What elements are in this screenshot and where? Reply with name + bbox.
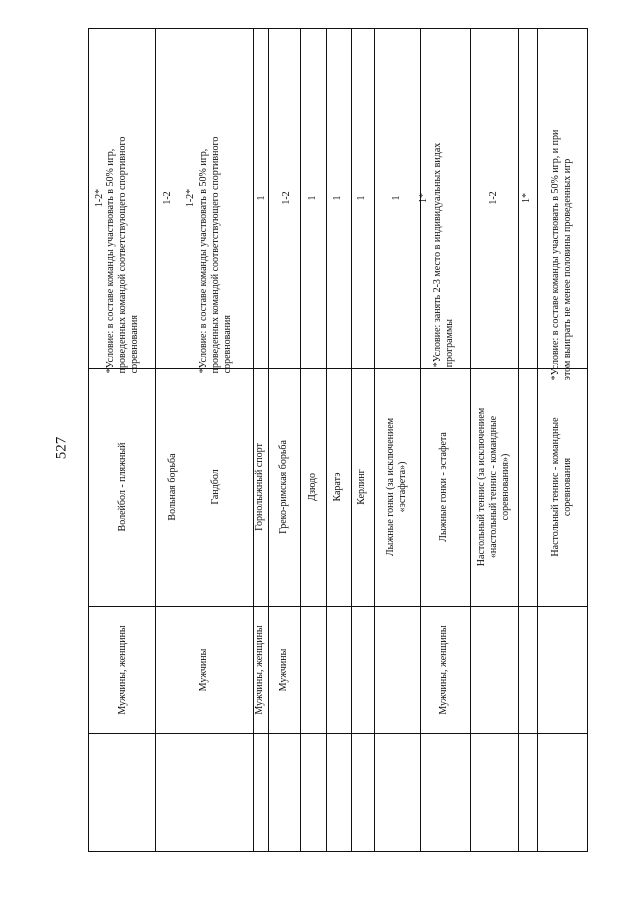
page-number: 527	[53, 436, 70, 460]
sport-name: Волейбол - пляжный	[117, 442, 128, 532]
place-value: 1	[256, 195, 267, 201]
sport-name: Горнолыжный спорт	[254, 443, 265, 531]
group-label: Мужчины, женщины	[254, 625, 265, 715]
condition-note: *Условие: в составе команды участвовать в 50% игр, и при этом выиграть не менее половины проведенных игр	[550, 129, 573, 381]
place-value: 1	[356, 195, 367, 201]
column-separator	[268, 28, 269, 852]
group-label: Мужчины, женщины	[438, 625, 449, 715]
column-separator	[537, 28, 538, 852]
place-value: 1	[391, 195, 402, 201]
column-separator	[326, 28, 327, 852]
column-separator	[470, 28, 471, 852]
sports-table	[88, 28, 588, 852]
column-separator	[300, 28, 301, 852]
place-value: 1-2*	[94, 188, 105, 208]
condition-note: *Условие: в составе команды участвовать в 50% игр, проведенных командой соответствующего спортивного соревнования	[198, 136, 233, 374]
place-value: 1*	[418, 193, 429, 203]
place-value: 1-2	[488, 191, 499, 205]
column-separator	[374, 28, 375, 852]
group-label: Мужчины, женщины	[117, 625, 128, 715]
sport-name: Греко-римская борьба	[278, 440, 289, 534]
column-separator	[155, 28, 156, 852]
condition-note: *Условие: занять 2-3 место в индивидуальных видах программы	[432, 142, 455, 368]
group-label: Мужчины	[198, 648, 209, 692]
column-separator	[351, 28, 352, 852]
sport-name: Лыжные гонки - эстафета	[438, 432, 449, 542]
sport-name: Каратэ	[332, 472, 343, 502]
sport-name: Настольный теннис (за исключением «настольный теннис - командные соревнования»)	[476, 407, 511, 567]
place-value: 1-2	[162, 191, 173, 205]
place-value: 1	[332, 195, 343, 201]
place-value: 1*	[521, 193, 532, 203]
sport-name: Дзюдо	[307, 472, 318, 502]
column-separator	[518, 28, 519, 852]
sport-name: Гандбол	[210, 469, 221, 505]
place-value: 1-2*	[185, 188, 196, 208]
sport-name: Вольная борьба	[167, 453, 178, 521]
group-label: Мужчины	[278, 648, 289, 692]
column-separator	[253, 28, 254, 852]
row-separator	[88, 368, 588, 369]
sport-name: Настольный теннис - командные соревнования	[550, 417, 573, 557]
place-value: 1	[307, 195, 318, 201]
condition-note: *Условие: в составе команды участвовать в 50% игр, проведенных командой соответствующего спортивного соревнования	[105, 136, 140, 374]
sport-name: Керлинг	[356, 469, 367, 505]
sport-name: Лыжные гонки (за исключением «эстафета»)	[385, 417, 408, 557]
row-separator	[88, 733, 588, 734]
place-value: 1-2	[281, 191, 292, 205]
column-separator	[420, 28, 421, 852]
row-separator	[88, 606, 588, 607]
